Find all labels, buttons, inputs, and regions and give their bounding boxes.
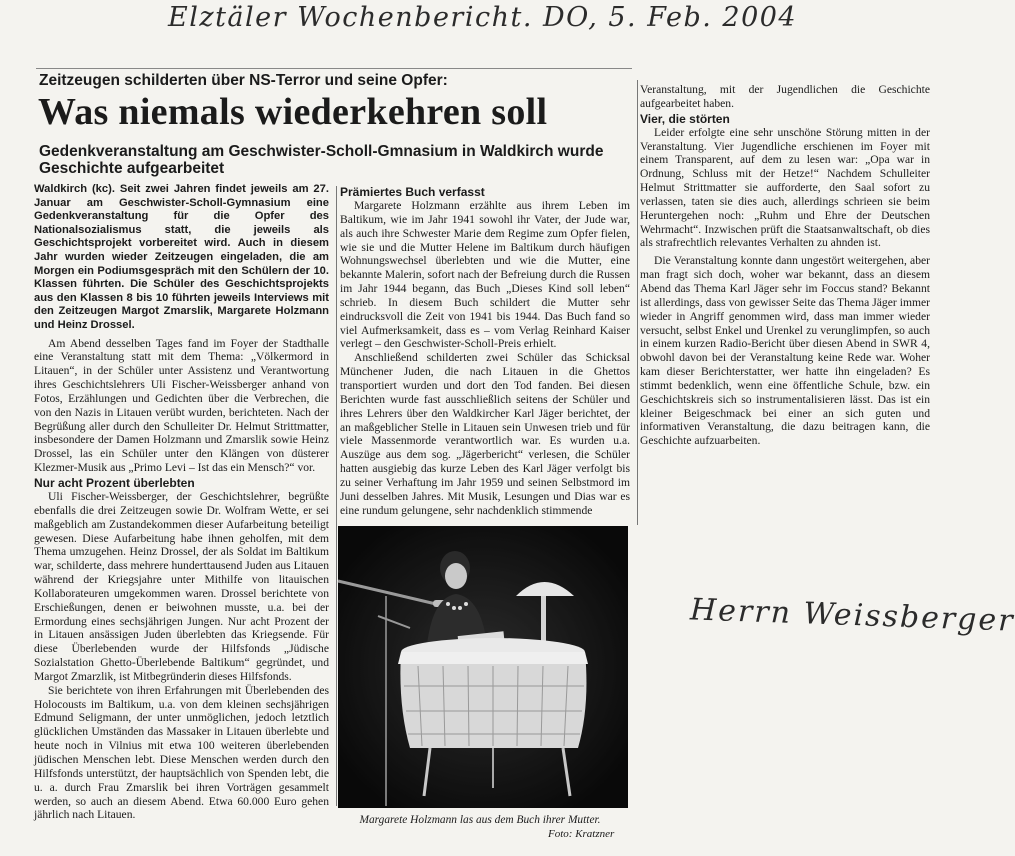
article-paragraph: Die Veranstaltung konnte dann ungestört weitergehen, aber man fragt sich doch, woher war bekannt, dass an diesem Abend das Thema Karl Jäger sehr im Foccus stand? Bekannt ist allerdings, dass von gewisser Seite das Thema Jäger immer wieder in Angriff genommen wird, dass man immer wieder versucht, selbst Enkel und Urenkel zu verunglimpfen, so auch in einem kurzen Radio-Bericht über diesen Abend in SWR 4, obwohl davon bei der Veranstaltung keine Rede war. Woher kam dieser Berichterstatter, wer hatte ihn eingeladen? Es stimmt bedenklich, wenn eine öffentliche Schule, bzw. ein Geschichtskreis sich so instrumentalisieren lässt. Das ist ein kleiner Beigeschmack bei einer an sich guten und informativen Veranstaltung, die dazu beitragen kann, die Geschichte aufzuarbeiten.: [640, 254, 930, 448]
column-3: [640, 83, 930, 448]
article-paragraph: Sie berichtete von ihren Erfahrungen mit Überlebenden des Holocousts im Baltikum, u.a. von dem kleinen sechsjährigen Edmund Seligmann, der unter unmöglichen, jedoch letztlich glücklichen Umständen das Massaker in Litauen überlebte und heute noch in Vilnius mit etwa 100 weiteren überlebenden jüdischen Menschen lebt. Diese Menschen werden durch den Hilfsfonds unterstützt, der hauptsächlich von Spenden lebt, die u. a. durch Frau Zmarslik bei ihren Vorträgen gesammelt werden, so auch an diesem Abend. Etwa 60.000 Euro gehen jährlich nach Litauen.: [34, 683, 329, 822]
article-headline: Was niemals wiederkehren soll: [38, 91, 548, 133]
photo-caption: Margarete Holzmann las aus dem Buch ihrer Mutter.: [359, 814, 601, 826]
article-lead: Waldkirch (kc). Seit zwei Jahren findet jeweils am 27. Januar am Geschwister-Scholl-Gymnasium eine Gedenkveranstaltung für die Opfer des Nationalsozialismus statt, die jeweils als Geschichtsprojekt vorbereitet wird. Auch in diesem Jahr wurden wieder Zeitzeugen eingeladen, die am Morgen ein Podiumsgespräch mit den Schülern der 10. Klassen führten. Die Schüler des Geschichtsprojekts aus den Klassen 8 bis 10 führten jeweils Interviews mit den Zeitzeugen Margot Zmarslik, Margarete Holzmann und Heinz Drossel.: [34, 183, 329, 331]
article-paragraph: Leider erfolgte eine sehr unschöne Störung mitten in der Veranstaltung. Vier Jugendliche erschienen im Foyer mit einem Transparent, auf dem zu lesen war: „Opa war in Ordnung, Schluss mit der Hetze!“ Nachdem Schulleiter Helmut Strittmatter sie aufforderte, den Saal sofort zu verlassen, taten sie dies auch, allerdings schrieen sie beim Heruntergehen noch: „Ruhm und Ehre der Deutschen Wehrmacht“. Inzwischen prüft die Staatsanwaltschaft, ob dies als strafrechtlich relevantes Verhalten zu ahnden ist.: [640, 125, 930, 250]
article-paragraph: Anschließend schilderten zwei Schüler das Schicksal Münchener Juden, die nach Litauen in die Ghettos transportiert wurden und dort den Tod fanden. Bei diesen Berichten wurde fast ausschließlich seitens der Schüler und ihres Lehrers über den Waldkircher Karl Jäger berichtet, der an maßgeblicher Stelle in Litauen sein Unwesen trieb und für viele Massenmorde verantwortlich war. Es wurden u.a. Auszüge aus dem sog. „Jägerbericht“ verlesen, die Schüler hatten ausgiebig das kurze Leben des Karl Jäger verfolgt bis zu seiner Verhaftung im Jahr 1959 und seinen Selbstmord im Juni desselben Jahres. Mit Musik, Lesungen und Dias war es eine rundum gelungene, sehr nachdenklich stimmende: [340, 351, 630, 517]
photo-credit: Foto: Kratzner: [548, 828, 615, 840]
handwritten-header: Elztäler Wochenbericht. DO, 5. Feb. 2004: [168, 2, 798, 33]
article-paragraph: Am Abend desselben Tages fand im Foyer der Stadthalle eine Veranstaltung statt mit dem Thema: „Völkermord in Litauen“, in der Schüler unter Assistenz und Verantwortung ihres Geschichtslehrers Uli Fischer-Weissberger anhand von Fotos, Erzählungen und Gedichten über die Verbrechen, die von den Nazis in Litauen verübt wurden, berichteten. Nach der Begrüßung aller durch den Schulleiter Dr. Helmut Strittmatter, insbesondere der Damen Holzmann und Zmarslik sowie Heinz Drossel, las ein Schüler unter den Klängen von düsterer Klezmer-Musik aus „Primo Levi – Ist das ein Mensch?“ vor.: [34, 336, 329, 475]
article-kicker: Zeitzeugen schilderten über NS-Terror und seine Opfer:: [39, 72, 448, 89]
article-photo: [338, 526, 628, 808]
column-1: [34, 183, 329, 822]
column-divider: [336, 186, 337, 806]
column-divider: [637, 80, 638, 525]
article-subhead: Gedenkveranstaltung am Geschwister-Scholl-Gmnasium in Waldkirch wurde Geschichte aufgearbeitet: [39, 143, 604, 177]
article-paragraph: Uli Fischer-Weissberger, der Geschichtslehrer, begrüßte ebenfalls die drei Zeitzeugen sowie Dr. Wolfram Wette, er sei maßgeblich am Zustandekommen dieser Aufarbeitung beteiligt gewesen. Diese Aufarbeitung habe ihnen geholfen, mit dem Thema umzugehen. Heinz Drossel, der als Soldat im Baltikum war, schilderte, dass mehrere hunderttausend Juden aus Litauen während der Kriegsjahre unter Mithilfe von litauischen Kollaborateuren umgekommen waren. Drossel berichtete von Erschießungen, denen er beiwohnen musste, u.a. bei der Ermordung eines sechsjährigen Jungen. Nur acht Prozent der in Litauen ansässigen Juden überlebten das Kriegsende. Für diese Überlebenden wurde der Hilfsfonds „Jüdische Sozialstation Ghetto-Überlebende Baltikum“ gegründet, und Margot Zmarzlik, ist Mitbegründerin dieses Hilfsfonds.: [34, 489, 329, 683]
section-heading: Vier, die störten: [640, 111, 730, 126]
headline-rule: [36, 68, 632, 69]
photo-scene: [338, 526, 628, 808]
handwritten-name: Herrn Weissberger: [689, 592, 1015, 639]
section-heading: Prämiertes Buch verfasst: [340, 185, 485, 199]
article-paragraph: Margarete Holzmann erzählte aus ihrem Leben im Baltikum, wie im Jahr 1941 sowohl ihr Vater, der Jude war, als auch ihre Schwester Marie dem Regime zum Opfer fielen, wie sie und die Mutter Helene im Baltikum durch häufigen Wohnungswechsel überlebten und wie die Mutter, eine bekannte Malerin, sofort nach der Befreiung durch die Russen im Jahr 1944 begann, das Buch „Dieses Kind soll leben“ schrieb. In diesem Buch schildert die Mutter sehr eindrucksvoll die Zeit von 1941 bis 1944. Das Buch fand so viel Aufmerksamkeit, dass es – vom Verlag Reinhard Kaiser verlegt – den Geschwister-Scholl-Preis erhielt.: [340, 199, 630, 351]
section-heading: Nur acht Prozent überlebten: [34, 475, 195, 490]
article-paragraph: Veranstaltung, mit der Jugendlichen die Geschichte aufgearbeitet haben.: [640, 83, 930, 110]
column-2: [340, 185, 630, 517]
